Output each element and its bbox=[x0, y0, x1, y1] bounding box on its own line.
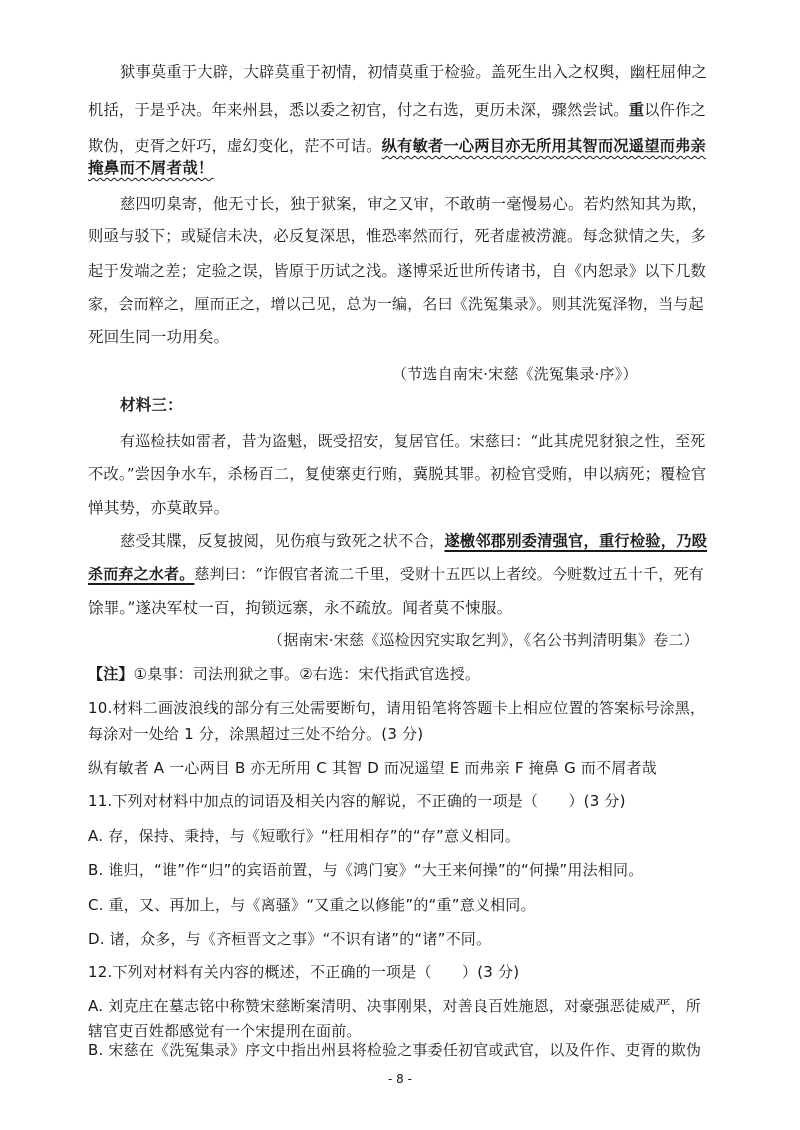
m2-p1-line3: 欺伪，吏胥之奸巧，虚幻变化，茫不可诘。纵有敏者一心两目亦无所用其智而况遥望而弗亲 bbox=[88, 137, 707, 155]
q11-option-a: A. 存，保持、秉持，与《短歌行》“枉用相存”的“存”意义相同。 bbox=[88, 827, 521, 845]
m3-heading: 材料三： bbox=[120, 395, 183, 414]
q12-option-a-line2: 辖官吏百姓都感觉有一个宋提刑在面前。 bbox=[88, 1022, 362, 1040]
q10-line2: 每涂对一处给 1 分，涂黑超过三处不给分。(3 分) bbox=[88, 725, 424, 743]
note-text: ①臬事：司法刑狱之事。②右选：宋代指武官选授。 bbox=[133, 665, 481, 683]
m2-p2-line4: 家，会而粹之，厘而正之，增以己见，总为一编，名曰《洗冤集录》。则其洗冤泽物，当与起 bbox=[88, 295, 704, 313]
note-label: 【注】 bbox=[88, 665, 134, 683]
m3-source: （据南宋·宋慈《巡检因究实取乞判》，《名公书判清明集》卷二） bbox=[268, 631, 699, 649]
m3-p2-line1: 慈受其牒，反复披阅，见伤痕与致死之状不合，遂檄邻郡别委清强官，重行检验，乃殴 bbox=[120, 532, 708, 550]
m2-p2-line1: 慈四叨臬寄，他无寸长，独于狱案，审之又审，不敢萌一毫慢易心。若灼然知其为欺， bbox=[120, 195, 708, 213]
m2-p1-line4 bbox=[88, 158, 214, 178]
wavy-underlined-passage: 纵有敏者一心两目亦无所用其智而况遥望而弗亲 bbox=[381, 137, 707, 155]
q12-option-b-line1: B. 宋慈在《洗冤集录》序文中指出州县将检验之事委任初官或武官，以及仵作、吏胥的欺伪 bbox=[88, 1041, 702, 1059]
page-number: - 8 - bbox=[388, 1072, 412, 1086]
q10-break-options: 纵有敏者 A 一心两目 B 亦无所用 C 其智 D 而况遥望 E 而弗亲 F 掩鼻 G 而不屑者哉 bbox=[88, 759, 657, 777]
m3-p1-line2: 不改。”尝因争水车，杀杨百二，复使寨吏行贿，冀脱其罪。初检官受贿，申以病死；覆检官 bbox=[88, 465, 707, 483]
q11-option-c: C. 重，又、再加上，与《离骚》“又重之以修能”的“重”意义相同。 bbox=[88, 896, 536, 914]
m2-source: （节选自南宋·宋慈《洗冤集录·序》） bbox=[392, 365, 638, 383]
m2-p1-line2: 机括，于是乎决。年来州县，悉以委之初官，付之右选，更历未深，骤然尝试。重以仵作之 bbox=[88, 101, 707, 119]
q10-line1: 10.材料二画波浪线的部分有三处需要断句，请用铅笔将答题卡上相应位置的答案标号涂黑， bbox=[88, 699, 706, 717]
dotted-word-zhong: 重 bbox=[628, 101, 645, 119]
note bbox=[88, 664, 480, 684]
wavy-underlined-passage-end: 掩鼻而不屑者哉！ bbox=[88, 158, 214, 177]
m2-p1-line1: 狱事莫重于大辟，大辟莫重于初情，初情莫重于检验。盖死生出入之权舆，幽枉屈伸之 bbox=[120, 63, 708, 81]
underlined-passage-end: 杀而弃之水者。 bbox=[88, 565, 195, 583]
q12-stem: 12.下列对材料有关内容的概述，不正确的一项是（ ）(3 分) bbox=[88, 963, 520, 981]
m2-p2-line5: 死回生同一功用矣。 bbox=[88, 328, 230, 346]
m3-p2-line3: 馀罪。”遂决军杖一百，拘锁远寨，永不疏放。闻者莫不悚服。 bbox=[88, 599, 513, 617]
m2-p2-line2: 则亟与驳下；或疑信未决，必反复深思，惟恐率然而行，死者虚被涝漉。每念狱情之失，多 bbox=[88, 227, 706, 245]
m3-p2-line2: 杀而弃之水者。慈判曰：“诈假官者流二千里，受财十五匹以上者绞。今赃数过五十千，死有 bbox=[88, 565, 704, 583]
m3-p1-line1: 有巡检扶如雷者，昔为盗魁，既受招安，复居官任。宋慈曰：“此其虎兕豺狼之性，至死 bbox=[120, 432, 706, 450]
underlined-passage: 遂檄邻郡别委清强官，重行检验，乃殴 bbox=[444, 532, 708, 550]
q11-stem: 11.下列对材料中加点的词语及相关内容的解说，不正确的一项是（ ）(3 分) bbox=[88, 792, 626, 810]
m3-p1-line3: 惮其势，亦莫敢异。 bbox=[88, 499, 230, 517]
q12-option-a-line1: A. 刘克庄在墓志铭中称赞宋慈断案清明、决事刚果，对善良百姓施恩，对豪强恶徒威严，所 bbox=[88, 997, 701, 1015]
q11-option-b: B. 谁归，“谁”作“归”的宾语前置，与《鸿门宴》“大王来何操”的“何操”用法相同。 bbox=[88, 861, 644, 879]
m2-p2-line3: 起于发端之差；定验之误，皆原于历试之浅。遂博采近世所传诸书，自《内恕录》以下几数 bbox=[88, 262, 706, 280]
q11-option-d: D. 诸，众多，与《齐桓晋文之事》“不识有诸”的“诸”不同。 bbox=[88, 930, 492, 948]
